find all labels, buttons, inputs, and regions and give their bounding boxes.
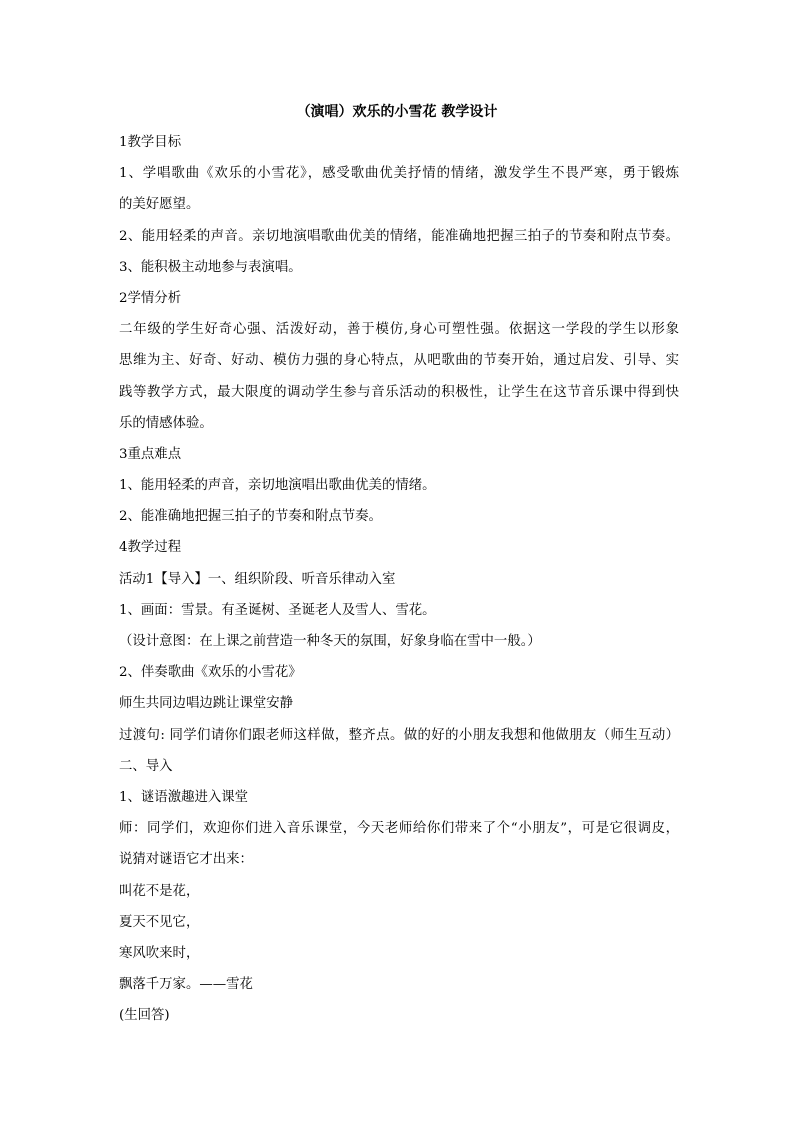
paragraph-line: 二、导入 (119, 758, 173, 774)
paragraph-line: 2、伴奏歌曲《欢乐的小雪花》 (119, 665, 302, 681)
paragraph-line: 活动1【导入】一、组织阶段、听音乐律动入室 (119, 571, 396, 587)
section-heading-objectives: 1教学目标 (119, 135, 182, 150)
riddle-line: 叫花不是花， (119, 883, 200, 899)
paragraph-line: 二年级的学生好奇心强、活泼好动，善于模仿,身心可塑性强。依据这一学段的学生以形象 (119, 322, 679, 338)
paragraph-line: 2、能用轻柔的声音。亲切地演唱歌曲优美的情绪，能准确地把握三拍子的节奏和附点节奏。 (119, 228, 679, 244)
paragraph-line: 思维为主、好奇、好动、模仿力强的身心特点，从吧歌曲的节奏开始，通过启发、引导、实 (119, 353, 679, 369)
paragraph-line: 1、谜语激趣进入课堂 (119, 789, 249, 805)
section-heading-process: 4教学过程 (119, 540, 182, 556)
document-title: （演唱）欢乐的小雪花 教学设计 (296, 104, 498, 120)
paragraph-line: 1、画面：雪景。有圣诞树、圣诞老人及雪人、雪花。 (119, 602, 436, 618)
paragraph-line: 乐的情感体验。 (119, 415, 213, 431)
paragraph-line: 1、能用轻柔的声音，亲切地演唱出歌曲优美的情绪。 (119, 478, 436, 494)
paragraph-line: (生回答) (119, 1008, 170, 1024)
paragraph-line: 的美好愿望。 (119, 197, 200, 213)
paragraph-line: 师：同学们，欢迎你们进入音乐课堂，今天老师给你们带来了个“小朋友”，可是它很调皮， (119, 821, 679, 837)
paragraph-line: 践等教学方式，最大限度的调动学生参与音乐活动的积极性，让学生在这节音乐课中得到快 (119, 384, 679, 400)
paragraph-line: 2、能准确地把握三拍子的节奏和附点节奏。 (119, 509, 382, 525)
paragraph-line: 1、学唱歌曲《欢乐的小雪花》，感受歌曲优美抒情的情绪，激发学生不畏严寒，勇于锻炼 (119, 166, 679, 182)
riddle-line: 飘落千万家。——雪花 (119, 977, 253, 993)
section-heading-key-points: 3重点难点 (119, 446, 182, 462)
riddle-line: 夏天不见它， (119, 914, 200, 930)
paragraph-line: 3、能积极主动地参与表演唱。 (119, 259, 302, 275)
document-body (119, 133, 679, 1037)
section-heading-analysis: 2学情分析 (119, 290, 182, 306)
paragraph-line: 说猜对谜语它才出来： (119, 852, 253, 868)
paragraph-line: 过渡句: 同学们请你们跟老师这样做，整齐点。做的好的小朋友我想和他做朋友（师生互动） (119, 727, 679, 743)
paragraph-line: （设计意图：在上课之前营造一种冬天的氛围，好象身临在雪中一般。） (119, 634, 541, 649)
paragraph-line: 师生共同边唱边跳让课堂安静 (119, 696, 294, 712)
riddle-line: 寒风吹来时， (119, 945, 200, 961)
